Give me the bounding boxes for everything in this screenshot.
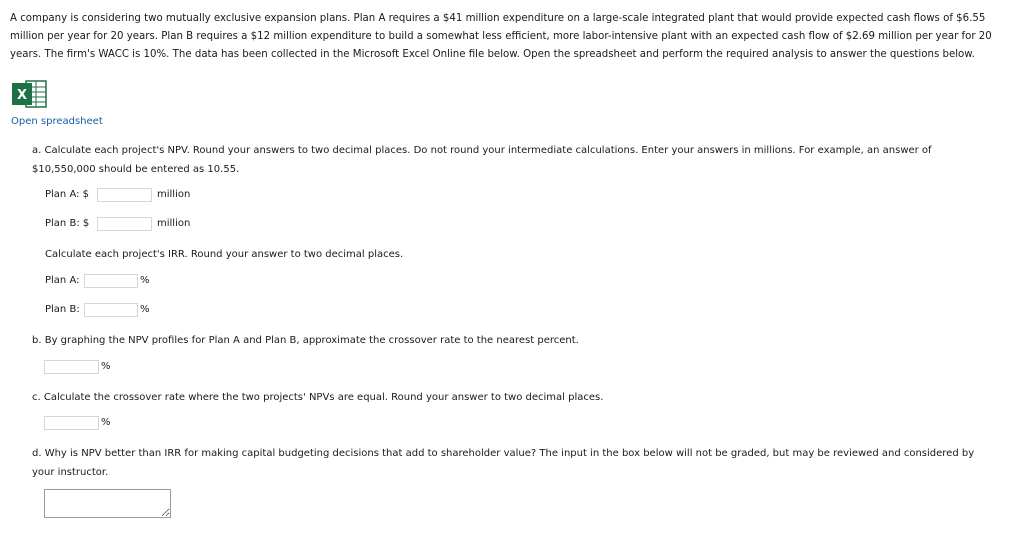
plan-a-npv-input[interactable] [97,188,152,202]
irr-question: Calculate each project's IRR. Round your answer to two decimal places. [45,249,404,260]
plan-b-npv-unit: million [157,218,191,229]
question-c: c. Calculate the crossover rate where the two projects' NPVs are equal. Round your answer to two decimal places. [32,392,604,403]
plan-b-irr-percent: % [140,304,150,315]
plan-b-irr-label: Plan B: [45,304,80,315]
crossover-rate-input[interactable] [44,416,99,430]
svg-text:X: X [16,88,28,103]
question-a: a. Calculate each project's NPV. Round your answers to two decimal places. Do not round your intermediate calculations. Enter your answers in millions. For example, an answer of $10,550,000 should be entered as 10.55. [32,145,932,175]
crossover-approx-input[interactable] [44,360,99,374]
crossover-rate-percent: % [101,417,111,428]
plan-b-npv-input[interactable] [97,217,152,231]
plan-a-npv-label: Plan A: $ [45,189,90,200]
crossover-approx-percent: % [101,361,111,372]
question-b: b. By graphing the NPV profiles for Plan A and Plan B, approximate the crossover rate to the nearest percent. [32,335,579,346]
question-d [32,444,992,482]
npv-vs-irr-textarea[interactable] [44,489,171,518]
excel-icon[interactable] [12,79,48,109]
plan-a-irr-percent: % [140,275,150,286]
plan-b-irr-input[interactable] [84,303,138,317]
plan-a-npv-unit: million [157,189,191,200]
question-d-text: d. Why is NPV better than IRR for making capital budgeting decisions that add to shareholder value? The input in the box below will not be graded, but may be reviewed and considered by your instructor. [32,448,975,478]
problem-statement: A company is considering two mutually exclusive expansion plans. Plan A requires a $41 million expenditure on a large-scale integrated plant that would provide expected cash flows of $6.55 million per year for 20 years. Plan B requires a $12 million expenditure to build a somewhat less efficient, more labor-intensive plant with an expected cash flow of $2.69 million per year for 20 years. The firm's WACC is 10%. The data has been collected in the Microsoft Excel Online file below. Open the spreadsheet and perform the required analysis to answer the questions below. [10,13,992,60]
plan-b-npv-label: Plan B: $ [45,218,90,229]
plan-a-irr-label: Plan A: [45,275,80,286]
plan-a-irr-input[interactable] [84,274,138,288]
open-spreadsheet-link[interactable]: Open spreadsheet [11,116,103,127]
